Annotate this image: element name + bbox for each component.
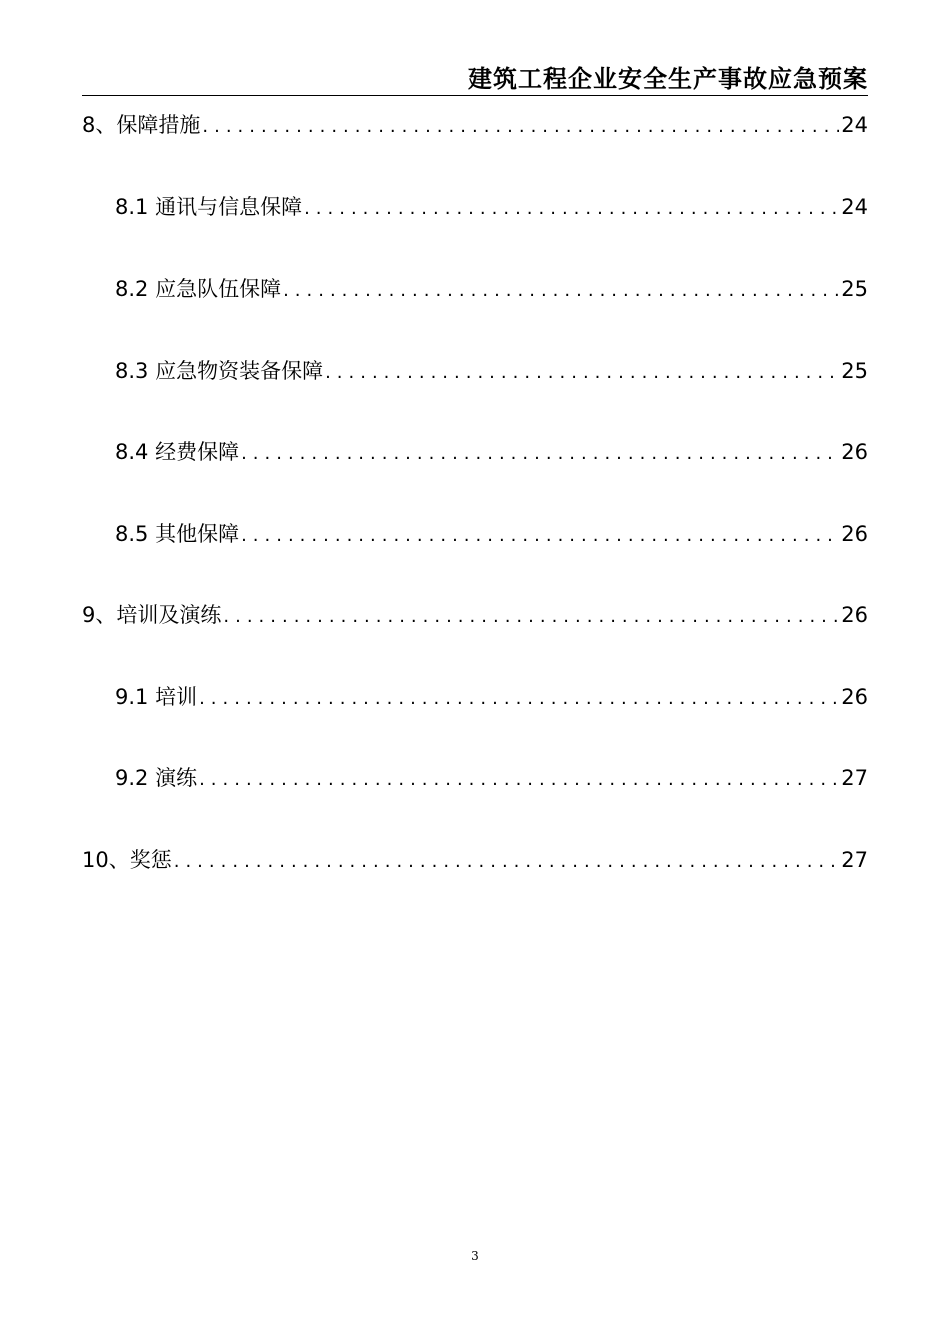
toc-entry-page: 27 [841, 848, 868, 872]
toc-entry[interactable] [115, 680, 868, 714]
toc-entry-page: 26 [841, 440, 868, 464]
toc-entry[interactable] [115, 435, 868, 469]
toc-entry-label: 8.4 经费保障 [115, 440, 240, 464]
toc-dot-leader [304, 192, 839, 226]
page-number: 3 [471, 1249, 479, 1263]
toc-entry-label: 8、保障措施 [82, 113, 201, 137]
toc-entry-label: 8.1 通讯与信息保障 [115, 195, 303, 219]
toc-dot-leader [199, 682, 839, 716]
document-title: 建筑工程企业安全生产事故应急预案 [468, 65, 868, 93]
toc-entry-page: 26 [841, 685, 868, 709]
toc-entry-label: 9、培训及演练 [82, 603, 222, 627]
toc-dot-leader [241, 519, 839, 553]
toc-entry-page: 26 [841, 603, 868, 627]
toc-entry-label: 9.2 演练 [115, 766, 198, 790]
toc-dot-leader [223, 600, 839, 634]
toc-entry-label: 10、奖惩 [82, 848, 172, 872]
toc-entry-page: 25 [841, 277, 868, 301]
toc-entry[interactable] [115, 354, 868, 388]
toc-entry[interactable] [115, 517, 868, 551]
toc-entry-page: 26 [841, 522, 868, 546]
toc-dot-leader [199, 763, 839, 797]
toc-dot-leader [174, 845, 840, 879]
toc-entry[interactable] [115, 190, 868, 224]
header-divider [82, 95, 868, 96]
toc-entry-page: 24 [841, 195, 868, 219]
toc-entry-page: 27 [841, 766, 868, 790]
toc-entry-label: 8.5 其他保障 [115, 522, 240, 546]
toc-entry-label: 9.1 培训 [115, 685, 198, 709]
toc-dot-leader [241, 437, 839, 471]
toc-entry[interactable] [115, 272, 868, 306]
toc-entry-label: 8.2 应急队伍保障 [115, 277, 282, 301]
toc-dot-leader [325, 356, 839, 390]
toc-entry-page: 24 [841, 113, 868, 137]
toc-entry[interactable] [82, 108, 868, 142]
toc-entry[interactable] [82, 843, 868, 877]
toc-entry[interactable] [115, 761, 868, 795]
toc-entry[interactable] [82, 598, 868, 632]
toc-dot-leader [283, 274, 839, 308]
toc-entry-label: 8.3 应急物资装备保障 [115, 359, 324, 383]
toc-entry-page: 25 [841, 359, 868, 383]
toc-dot-leader [202, 110, 839, 144]
